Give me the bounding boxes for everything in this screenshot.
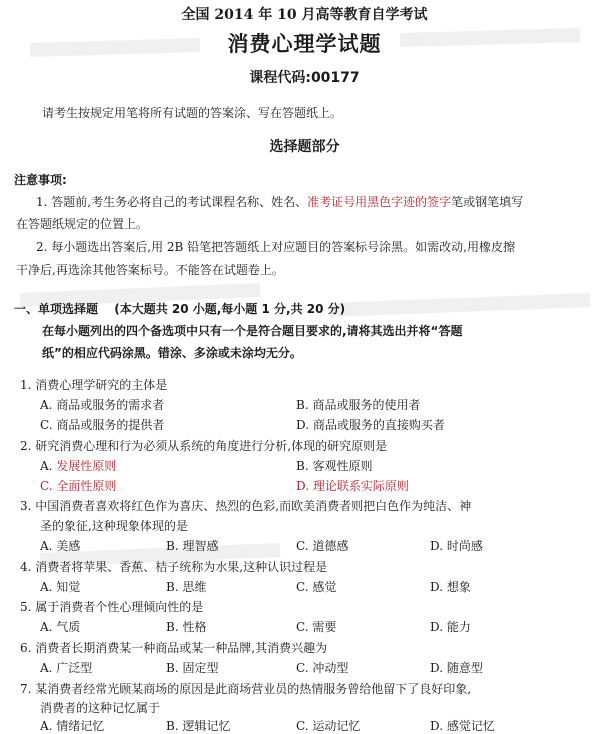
question-1-option-d: D. 商品或服务的直接购买者 <box>296 418 445 432</box>
part1-meta: (本大题共 20 小题,每小题 1 分,共 20 分) <box>114 302 346 316</box>
question-1-option-a: A. 商品或服务的需求者 <box>40 398 165 412</box>
question-4-option-d: D. 想象 <box>430 580 471 594</box>
question-7-option-d: D. 感觉记忆 <box>430 719 495 733</box>
question-7-option-c: C. 运动记忆 <box>296 719 361 733</box>
question-4-option-b: B. 思维 <box>166 580 207 594</box>
notice-heading: 注意事项: <box>14 173 67 187</box>
question-4-option-c: C. 感觉 <box>296 580 337 594</box>
question-6-option-a: A. 广泛型 <box>40 661 93 675</box>
question-6-stem: 6. 消费者长期消费某一种商品或某一种品牌,其消费兴趣为 <box>20 641 328 655</box>
question-2-option-d: D. 理论联系实际原则 <box>296 479 409 493</box>
question-2-option-b: B. 客观性原则 <box>296 459 373 473</box>
question-5-option-d: D. 能力 <box>430 620 471 634</box>
course-code: 课程代码:00177 <box>249 70 360 86</box>
question-5-stem: 5. 属于消费者个性心理倾向性的是 <box>20 600 204 614</box>
notice-item-2-line-2: 干净后,再选涂其他答案标号。不能答在试题卷上。 <box>16 263 284 277</box>
question-1-option-b: B. 商品或服务的使用者 <box>296 398 421 412</box>
question-7-stem-line-1: 7. 某消费者经常光顾某商场的原因是此商场营业员的热情服务曾给他留下了良好印象, <box>20 682 472 696</box>
notice-item-1-text-c: 笔或钢笔填写 <box>451 195 524 209</box>
question-7-stem-line-2: 消费者的这种记忆属于 <box>40 701 161 715</box>
question-2-option-a-text: 发展性原则 <box>56 459 117 473</box>
part1-desc-line-2: 纸”的相应代码涂黑。错涂、多涂或未涂均无分。 <box>42 346 302 360</box>
question-1-option-c: C. 商品或服务的提供者 <box>40 418 165 432</box>
notice-item-1-line-2: 在答题纸规定的位置上。 <box>16 217 149 231</box>
question-3-option-b: B. 理智感 <box>166 539 219 553</box>
question-4-stem: 4. 消费者将苹果、香蕉、桔子统称为水果,这种认识过程是 <box>20 560 328 574</box>
question-2-option-a-label: A. <box>40 459 57 473</box>
question-4-option-a: A. 知觉 <box>40 580 81 594</box>
question-5-option-b: B. 性格 <box>166 620 207 634</box>
notice-item-1-text-a: 1. 答题前,考生务必将自己的考试课程名称、姓名、 <box>36 195 308 209</box>
exam-title: 全国 2014 年 10 月高等教育自学考试 <box>181 7 428 23</box>
section-title: 选择题部分 <box>269 139 340 155</box>
question-3-stem-line-2: 圣的象征,这种现象体现的是 <box>40 519 188 533</box>
question-7-option-b: B. 逻辑记忆 <box>166 719 231 733</box>
question-3-option-d: D. 时尚感 <box>430 539 483 553</box>
question-1-stem: 1. 消费心理学研究的主体是 <box>20 378 168 392</box>
instruction: 请考生按规定用笔将所有试题的答案涂、写在答题纸上。 <box>42 106 343 120</box>
question-6-option-b: B. 固定型 <box>166 661 219 675</box>
question-3-option-a: A. 美感 <box>40 539 81 553</box>
part1-heading <box>14 300 345 317</box>
notice-item-2-line-1: 2. 每小题选出答案后,用 2B 铅笔把答题纸上对应题目的答案标号涂黑。如需改动,用橡皮擦 <box>36 240 515 254</box>
notice-item-1-line-1 <box>36 193 523 210</box>
question-2-stem: 2. 研究消费心理和行为必须从系统的角度进行分析,体现的研究原则是 <box>20 439 388 453</box>
question-5-option-a: A. 气质 <box>40 620 81 634</box>
question-3-option-c: C. 道德感 <box>296 539 349 553</box>
question-2-option-c: C. 全面性原则 <box>40 479 117 493</box>
question-3-stem-line-1: 3. 中国消费者喜欢将红色作为喜庆、热烈的色彩,而欧美消费者则把白色作为纯洁、神 <box>20 499 472 513</box>
subject-title: 消费心理学试题 <box>227 32 382 56</box>
notice-item-1-text-red: 准考证号用黑色字迹的签字 <box>307 195 452 209</box>
question-2-option-a <box>40 457 116 474</box>
question-5-option-c: C. 需要 <box>296 620 337 634</box>
part1-desc-line-1: 在每小题列出的四个备选项中只有一个是符合题目要求的,请将其选出并将“答题 <box>42 324 463 338</box>
part1-title: 一、单项选择题 <box>14 302 99 316</box>
question-7-option-a: A. 情绪记忆 <box>40 719 105 733</box>
question-6-option-c: C. 冲动型 <box>296 661 349 675</box>
question-6-option-d: D. 随意型 <box>430 661 483 675</box>
